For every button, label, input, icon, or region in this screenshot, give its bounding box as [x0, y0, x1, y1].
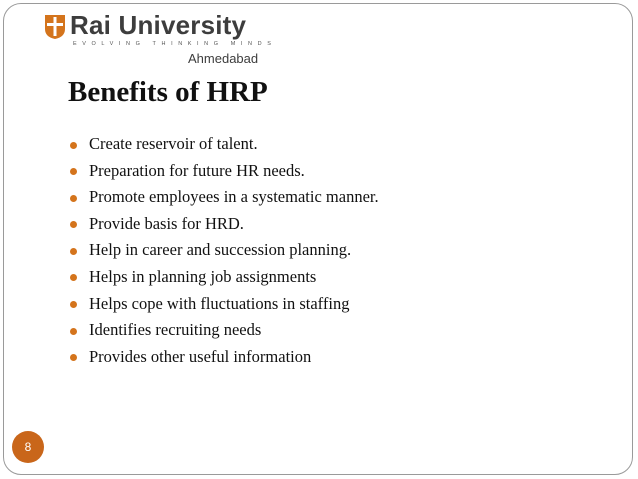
bullet-item — [70, 317, 379, 344]
bullet-item — [70, 131, 379, 158]
bullet-text: Create reservoir of talent. — [89, 134, 258, 153]
bullet-dot-icon — [70, 221, 77, 228]
bullet-text: Promote employees in a systematic manner. — [89, 187, 379, 207]
bullet-dot-icon — [70, 328, 77, 335]
bullet-item — [70, 291, 379, 318]
bullet-dot-icon — [70, 168, 77, 175]
bullet-dot-icon — [70, 195, 77, 202]
bullet-dot-icon — [70, 354, 77, 361]
bullet-text: Provide basis for HRD. — [89, 213, 244, 233]
bullet-dot-icon — [70, 301, 77, 308]
bullet-text: Provides other useful information — [89, 346, 312, 366]
bullet-text: Identifies recruiting needs — [89, 320, 262, 340]
bullet-item — [70, 184, 379, 211]
bullet-text: Helps in planning job assignments — [89, 266, 317, 286]
bullet-text: Preparation for future HR needs. — [89, 160, 305, 180]
bullet-item — [70, 237, 379, 264]
bullet-dot-icon — [70, 274, 77, 281]
bullet-item — [70, 211, 379, 238]
bullet-text: Help in career and succession planning. — [89, 240, 352, 260]
bullet-item — [70, 158, 379, 185]
bullet-dot-icon — [70, 248, 77, 255]
bullet-item — [70, 264, 379, 291]
logo-name: Rai University — [70, 10, 247, 40]
logo-tagline: EVOLVING THINKING MINDS — [73, 41, 277, 47]
bullet-list — [70, 131, 379, 370]
bullet-dot-icon — [70, 142, 77, 149]
university-crest-icon — [44, 14, 66, 40]
bullet-text: Helps cope with fluctuations in staffing — [89, 293, 350, 313]
logo-campus: Ahmedabad — [188, 51, 259, 66]
page-number-badge: 8 — [12, 431, 44, 463]
university-logo — [44, 10, 277, 66]
slide-title: Benefits of HRP — [68, 76, 268, 108]
bullet-item — [70, 344, 379, 371]
